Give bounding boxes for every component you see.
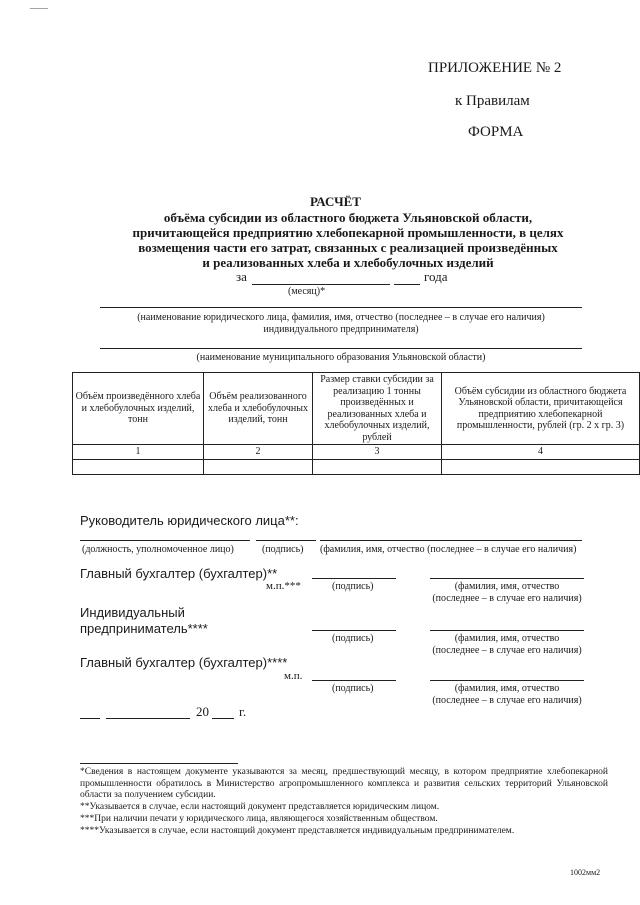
entity-caption: (наименование юридического лица, фамилия, имя, отчество (последнее – в случае его наличия): [137, 312, 545, 323]
stamp-label-2: м.п.: [284, 670, 303, 682]
head-signature-caption: (подпись): [262, 544, 304, 555]
table-header-row: [73, 373, 640, 445]
entrepreneur-signature-field[interactable]: [312, 630, 396, 631]
form-label: ФОРМА: [468, 124, 524, 140]
accountant-signature-caption: (подпись): [332, 581, 374, 592]
accountant-2-signature-caption: (подпись): [332, 683, 374, 694]
head-signature-field[interactable]: [256, 540, 316, 541]
footnote-1: *Сведения в настоящем документе указываются за месяц, предшествующий месяцу, в котором предприятие хлебопекарной промышленности обратилось в Министерство агропромышленного комплекса и развития сельских территорий Ульяновской области за получением субсидии.: [80, 767, 608, 800]
table-number-cell: 2: [204, 445, 313, 460]
head-name-field[interactable]: [320, 540, 582, 541]
top-mark: ____: [30, 0, 48, 9]
period-prefix: за: [236, 269, 247, 284]
calculation-table: [72, 372, 640, 475]
head-position-caption: (должность, уполномоченное лицо): [82, 544, 234, 555]
accountant-2-name-caption-a: (фамилия, имя, отчество: [454, 683, 560, 694]
entrepreneur-label-2: предприниматель****: [80, 621, 208, 636]
accountant-signature-field[interactable]: [312, 578, 396, 579]
title-line-1: объёма субсидии из областного бюджета Ульяновской области,: [163, 210, 533, 225]
table-header-cell: Объём субсидии из областного бюджета Ульяновской области, причитающейся предприятию хлебопекарной промышленности, рублей (гр. 2 х гр. 3): [442, 373, 640, 445]
table-header-cell: Объём произведённого хлеба и хлебобулочных изделий, тонн: [73, 373, 204, 445]
table-number-row: [73, 445, 640, 460]
chief-accountant-label: Главный бухгалтер (бухгалтер)**: [80, 566, 278, 581]
table-data-cell[interactable]: [442, 459, 640, 474]
date-year-prefix: 20: [196, 704, 209, 719]
accountant-2-signature-field[interactable]: [312, 680, 396, 681]
date-day-field[interactable]: [80, 718, 100, 719]
entity-caption-2: индивидуального предпринимателя): [263, 324, 419, 335]
table-data-cell[interactable]: [313, 459, 442, 474]
title-line-2: причитающейся предприятию хлебопекарной промышленности, в целях: [132, 225, 564, 240]
title-line-4: и реализованных хлеба и хлебобулочных изделий: [202, 255, 494, 270]
stamp-label-1: м.п.***: [266, 580, 301, 592]
appendix-label: ПРИЛОЖЕНИЕ № 2: [428, 60, 562, 76]
date-month-field[interactable]: [106, 718, 190, 719]
month-caption: (месяц)*: [288, 286, 326, 297]
entrepreneur-name-caption-b: (последнее – в случае его наличия): [432, 645, 582, 656]
period-suffix: года: [424, 269, 448, 284]
footnote-4: ****Указывается в случае, если настоящий документ представляется индивидуальным предпринимателем.: [80, 826, 515, 836]
table-row: [73, 459, 640, 474]
entrepreneur-name-field[interactable]: [430, 630, 584, 631]
accountant-name-caption-a: (фамилия, имя, отчество: [454, 581, 560, 592]
footnote-2: **Указывается в случае, если настоящий документ представляется юридическим лицом.: [80, 802, 440, 812]
table-data-cell[interactable]: [73, 459, 204, 474]
table-number-cell: 3: [313, 445, 442, 460]
accountant-name-caption-b: (последнее – в случае его наличия): [432, 593, 582, 604]
municipality-caption: (наименование муниципального образования Ульяновской области): [196, 352, 486, 363]
rules-label: к Правилам: [455, 93, 530, 109]
period-year-field[interactable]: [394, 284, 420, 285]
accountant-2-name-caption-b: (последнее – в случае его наличия): [432, 695, 582, 706]
entity-name-field[interactable]: [100, 307, 582, 308]
chief-accountant-2-label: Главный бухгалтер (бухгалтер)****: [80, 655, 288, 670]
table-header-cell: Объём реализованного хлеба и хлебобулочных изделий, тонн: [204, 373, 313, 445]
date-suffix: г.: [239, 704, 247, 719]
entrepreneur-name-caption-a: (фамилия, имя, отчество: [454, 633, 560, 644]
table-data-cell[interactable]: [204, 459, 313, 474]
entrepreneur-signature-caption: (подпись): [332, 633, 374, 644]
table-number-cell: 4: [442, 445, 640, 460]
municipality-field[interactable]: [100, 348, 582, 349]
footnote-separator: [80, 763, 238, 764]
accountant-name-field[interactable]: [430, 578, 584, 579]
head-position-field[interactable]: [80, 540, 250, 541]
page-code: 1002мм2: [570, 868, 601, 877]
period-month-field[interactable]: [252, 284, 390, 285]
head-name-caption: (фамилия, имя, отчество (последнее – в случае его наличия): [320, 544, 577, 555]
entrepreneur-label-1: Индивидуальный: [80, 605, 185, 620]
table-header-cell: Размер ставки субсидии за реализацию 1 тонны произведённых и реализованных хлеба и хлебобулочных изделий, рублей: [313, 373, 442, 445]
footnote-3: ***При наличии печати у юридического лица, являющегося хозяйственным обществом.: [80, 814, 438, 824]
accountant-2-name-field[interactable]: [430, 680, 584, 681]
head-label: Руководитель юридического лица**:: [80, 513, 299, 528]
document-title: РАСЧЁТ: [310, 194, 361, 209]
table-number-cell: 1: [73, 445, 204, 460]
title-line-3: возмещения части его затрат, связанных с реализацией произведённых: [138, 240, 558, 255]
date-year-field[interactable]: [212, 718, 234, 719]
